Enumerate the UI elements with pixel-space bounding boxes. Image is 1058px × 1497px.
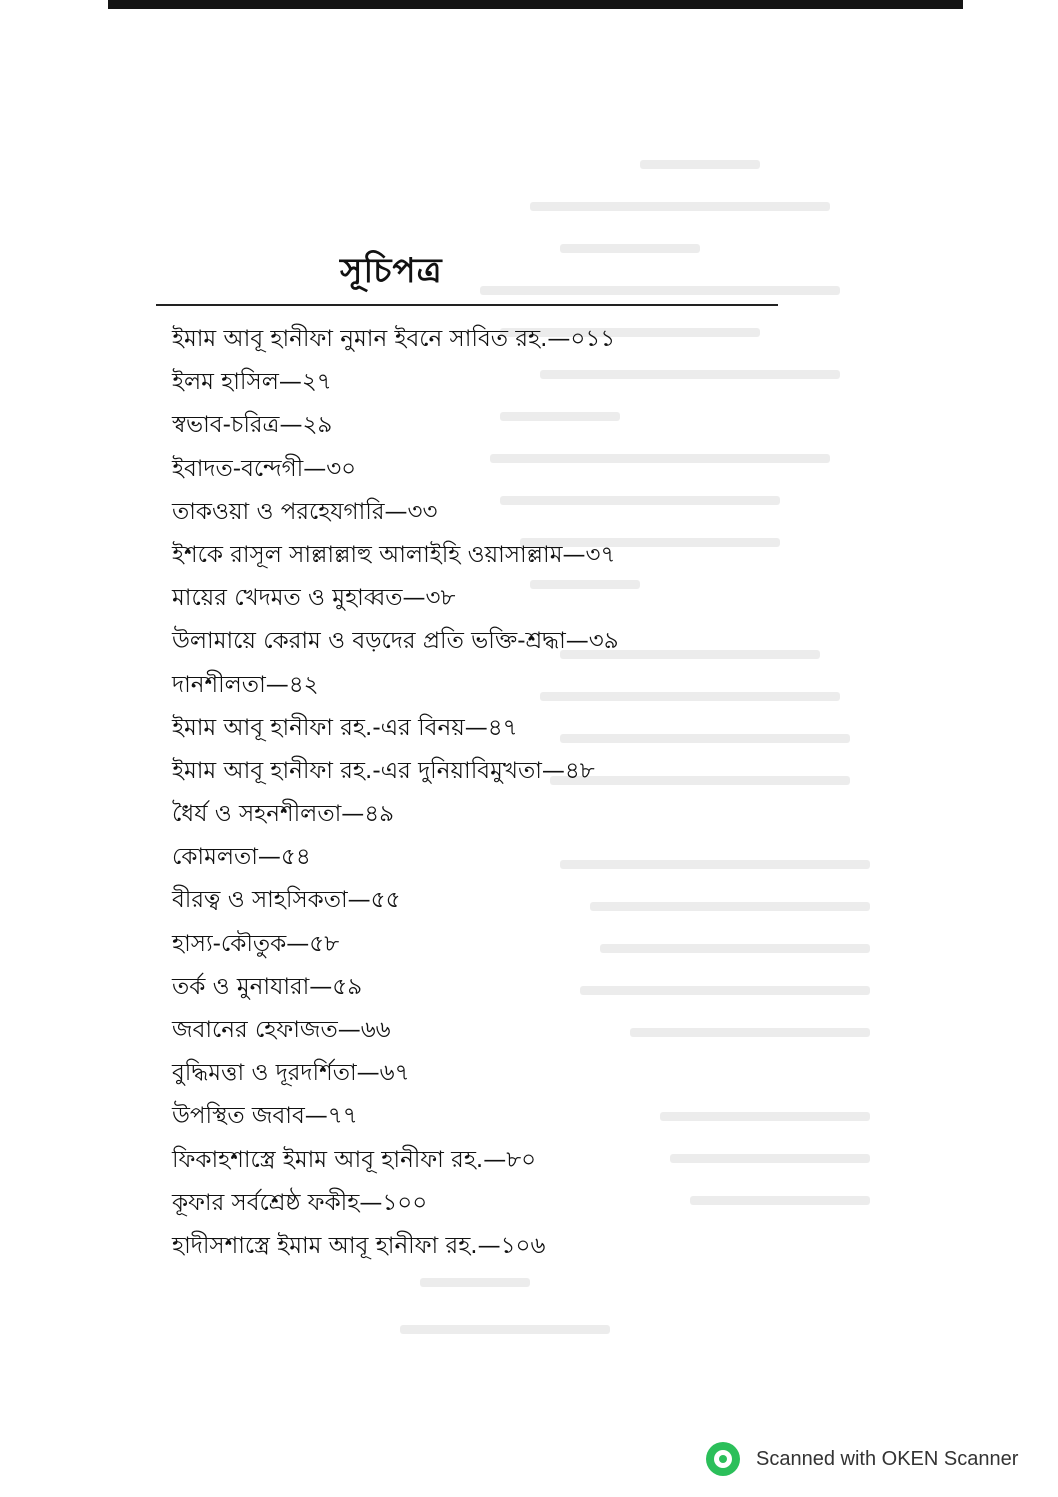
toc-entry: ইবাদত-বন্দেগী—৩০	[172, 455, 357, 482]
toc-entry: বুদ্ধিমত্তা ও দূরদর্শিতা—৬৭	[172, 1060, 410, 1087]
toc-entry: তাকওয়া ও পরহেযগারি—৩৩	[172, 498, 438, 525]
toc-entry: কোমলতা—৫৪	[172, 844, 311, 871]
toc-entry: ফিকাহশাস্ত্রে ইমাম আবূ হানীফা রহ.—৮০	[172, 1146, 537, 1173]
toc-entry: ধৈর্য ও সহনশীলতা—৪৯	[172, 801, 395, 828]
toc-entry: ইমাম আবূ হানীফা নুমান ইবনে সাবিত রহ.—০১১	[172, 326, 616, 352]
scanner-watermark-text: Scanned with OKEN Scanner	[756, 1447, 1019, 1470]
toc-entry: উপস্থিত জবাব—৭৭	[172, 1103, 358, 1130]
table-of-contents	[172, 318, 772, 1268]
toc-entry: বীরত্ব ও সাহসিকতা—৫৫	[172, 887, 401, 914]
toc-entry: ইলম হাসিল—২৭	[172, 369, 332, 396]
toc-entry: দানশীলতা—৪২	[172, 671, 319, 698]
toc-entry: কূফার সর্বশ্রেষ্ঠ ফকীহ—১০০	[172, 1189, 428, 1216]
toc-entry: মায়ের খেদমত ও মুহাব্বত—৩৮	[172, 585, 456, 612]
toc-entry: জবানের হেফাজত—৬৬	[172, 1017, 391, 1043]
title-divider	[156, 304, 778, 306]
oken-scanner-logo-icon	[706, 1442, 740, 1476]
page-top-edge	[108, 0, 963, 9]
page-title: সূচিপত্র	[340, 251, 443, 291]
toc-entry: হাস্য-কৌতুক—৫৮	[172, 930, 340, 957]
scanner-watermark	[706, 1442, 1018, 1476]
toc-entry: উলামায়ে কেরাম ও বড়দের প্রতি ভক্তি-শ্রদ্ধা—৩৯	[172, 628, 619, 655]
toc-entry: ইমাম আবূ হানীফা রহ.-এর বিনয়—৪৭	[172, 714, 518, 741]
toc-entry: ইশকে রাসূল সাল্লাল্লাহু আলাইহি ওয়াসাল্লাম—৩৭	[172, 541, 616, 568]
toc-entry: তর্ক ও মুনাযারা—৫৯	[172, 973, 363, 1000]
toc-entry: হাদীসশাস্ত্রে ইমাম আবূ হানীফা রহ.—১০৬	[172, 1232, 546, 1259]
toc-entry: ইমাম আবূ হানীফা রহ.-এর দুনিয়াবিমুখতা—৪৮	[172, 757, 595, 784]
toc-entry: স্বভাব-চরিত্র—২৯	[172, 412, 333, 439]
